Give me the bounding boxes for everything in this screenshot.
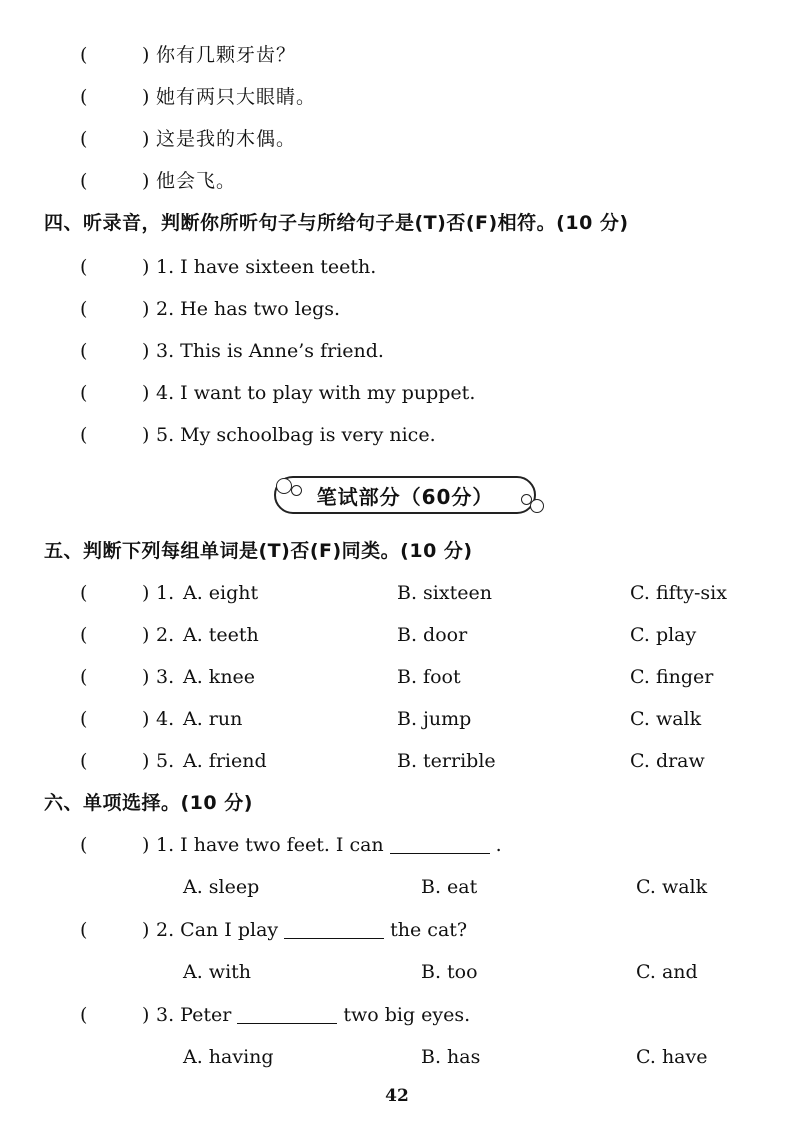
answer-paren-close: )	[142, 834, 150, 856]
answer-paren-close: )	[142, 86, 150, 108]
section4-item	[0, 376, 794, 410]
question-number: 4.	[156, 708, 175, 730]
section3-item-text: 这是我的木偶。	[156, 128, 297, 150]
answer-paren-open: (	[80, 624, 88, 646]
section4-item	[0, 292, 794, 326]
section6-question	[0, 828, 794, 862]
answer-paren-open: (	[80, 708, 88, 730]
section6-options	[0, 870, 794, 904]
option-b: B. eat	[421, 876, 478, 898]
option-a: A. having	[183, 1046, 274, 1068]
option-c: C. walk	[630, 708, 702, 730]
answer-paren-close: )	[142, 624, 150, 646]
section4-item-text: 4. I want to play with my puppet.	[156, 382, 476, 404]
question-text-after: two big eyes.	[343, 1004, 471, 1026]
answer-paren-open: (	[80, 582, 88, 604]
option-c: C. fifty-six	[630, 582, 727, 604]
banner-text: 笔试部分（60分）	[316, 484, 494, 509]
section3-item	[0, 80, 794, 114]
answer-paren-open: (	[80, 382, 88, 404]
question-number: 5.	[156, 750, 175, 772]
option-a: A. sleep	[183, 876, 260, 898]
answer-paren-close: )	[142, 708, 150, 730]
option-c: C. walk	[636, 876, 708, 898]
question-number: 3.	[156, 666, 175, 688]
section5-row	[0, 702, 794, 736]
section3-item-text: 他会飞。	[156, 170, 237, 192]
section6-question	[0, 998, 794, 1032]
option-b: B. foot	[397, 666, 461, 688]
question-text-after: the cat?	[390, 919, 468, 941]
question-number: 1.	[156, 582, 175, 604]
banner-bubble-decoration	[276, 478, 292, 494]
option-c: C. have	[636, 1046, 708, 1068]
option-b: B. too	[421, 961, 478, 983]
answer-paren-close: )	[142, 128, 150, 150]
option-c: C. draw	[630, 750, 705, 772]
question-text: 3. Peter	[156, 1004, 232, 1026]
answer-paren-close: )	[142, 582, 150, 604]
option-c: C. finger	[630, 666, 714, 688]
answer-paren-open: (	[80, 750, 88, 772]
option-a: A. friend	[183, 750, 267, 772]
question-text: 2. Can I play	[156, 919, 279, 941]
section3-item	[0, 38, 794, 72]
written-part-banner	[274, 476, 536, 514]
question-text: 1. I have two feet. I can	[156, 834, 384, 856]
question-stem	[156, 998, 470, 1032]
banner-bubble-decoration	[291, 485, 302, 496]
option-b: B. door	[397, 624, 468, 646]
banner-bubble-decoration	[530, 499, 544, 513]
answer-paren-open: (	[80, 666, 88, 688]
option-b: B. jump	[397, 708, 472, 730]
section4-item	[0, 334, 794, 368]
answer-blank	[390, 852, 490, 854]
answer-paren-open: (	[80, 834, 88, 856]
section5-row	[0, 660, 794, 694]
answer-paren-close: )	[142, 256, 150, 278]
answer-paren-close: )	[142, 382, 150, 404]
answer-blank	[284, 937, 384, 939]
answer-paren-open: (	[80, 256, 88, 278]
option-a: A. with	[183, 961, 252, 983]
section5-heading: 五、判断下列每组单词是(T)否(F)同类。(10 分)	[44, 540, 473, 562]
answer-paren-open: (	[80, 298, 88, 320]
answer-paren-open: (	[80, 86, 88, 108]
section6-options	[0, 1040, 794, 1074]
answer-paren-close: )	[142, 750, 150, 772]
section3-item-text: 她有两只大眼睛。	[156, 86, 317, 108]
section3-item	[0, 164, 794, 198]
answer-paren-open: (	[80, 424, 88, 446]
question-text-after: .	[495, 834, 502, 856]
option-c: C. and	[636, 961, 698, 983]
option-a: A. eight	[183, 582, 259, 604]
section4-item-text: 5. My schoolbag is very nice.	[156, 424, 436, 446]
section6-options	[0, 955, 794, 989]
question-number: 2.	[156, 624, 175, 646]
option-b: B. has	[421, 1046, 481, 1068]
page-number: 42	[385, 1086, 409, 1106]
section3-item-text: 你有几颗牙齿？	[156, 44, 297, 66]
section6-question	[0, 913, 794, 947]
section4-item-text: 3. This is Anne’s friend.	[156, 340, 384, 362]
answer-paren-close: )	[142, 170, 150, 192]
answer-paren-close: )	[142, 340, 150, 362]
answer-paren-open: (	[80, 340, 88, 362]
answer-paren-open: (	[80, 919, 88, 941]
section3-item	[0, 122, 794, 156]
section4-item	[0, 418, 794, 452]
answer-paren-open: (	[80, 1004, 88, 1026]
section4-heading: 四、听录音，判断你所听句子与所给句子是(T)否(F)相符。(10 分)	[44, 212, 629, 234]
option-a: A. teeth	[183, 624, 259, 646]
option-a: A. run	[183, 708, 243, 730]
section4-item-text: 2. He has two legs.	[156, 298, 341, 320]
answer-paren-close: )	[142, 666, 150, 688]
section6-heading: 六、单项选择。(10 分)	[44, 792, 253, 814]
section5-row	[0, 576, 794, 610]
answer-paren-close: )	[142, 424, 150, 446]
answer-blank	[237, 1022, 337, 1024]
answer-paren-open: (	[80, 170, 88, 192]
section4-item-text: 1. I have sixteen teeth.	[156, 256, 377, 278]
answer-paren-close: )	[142, 1004, 150, 1026]
question-stem	[156, 828, 502, 862]
answer-paren-open: (	[80, 44, 88, 66]
question-stem	[156, 913, 467, 947]
option-c: C. play	[630, 624, 697, 646]
option-a: A. knee	[183, 666, 256, 688]
section5-row	[0, 744, 794, 778]
section4-item	[0, 250, 794, 284]
answer-paren-close: )	[142, 44, 150, 66]
section5-row	[0, 618, 794, 652]
option-b: B. terrible	[397, 750, 496, 772]
answer-paren-open: (	[80, 128, 88, 150]
option-b: B. sixteen	[397, 582, 492, 604]
answer-paren-close: )	[142, 919, 150, 941]
answer-paren-close: )	[142, 298, 150, 320]
